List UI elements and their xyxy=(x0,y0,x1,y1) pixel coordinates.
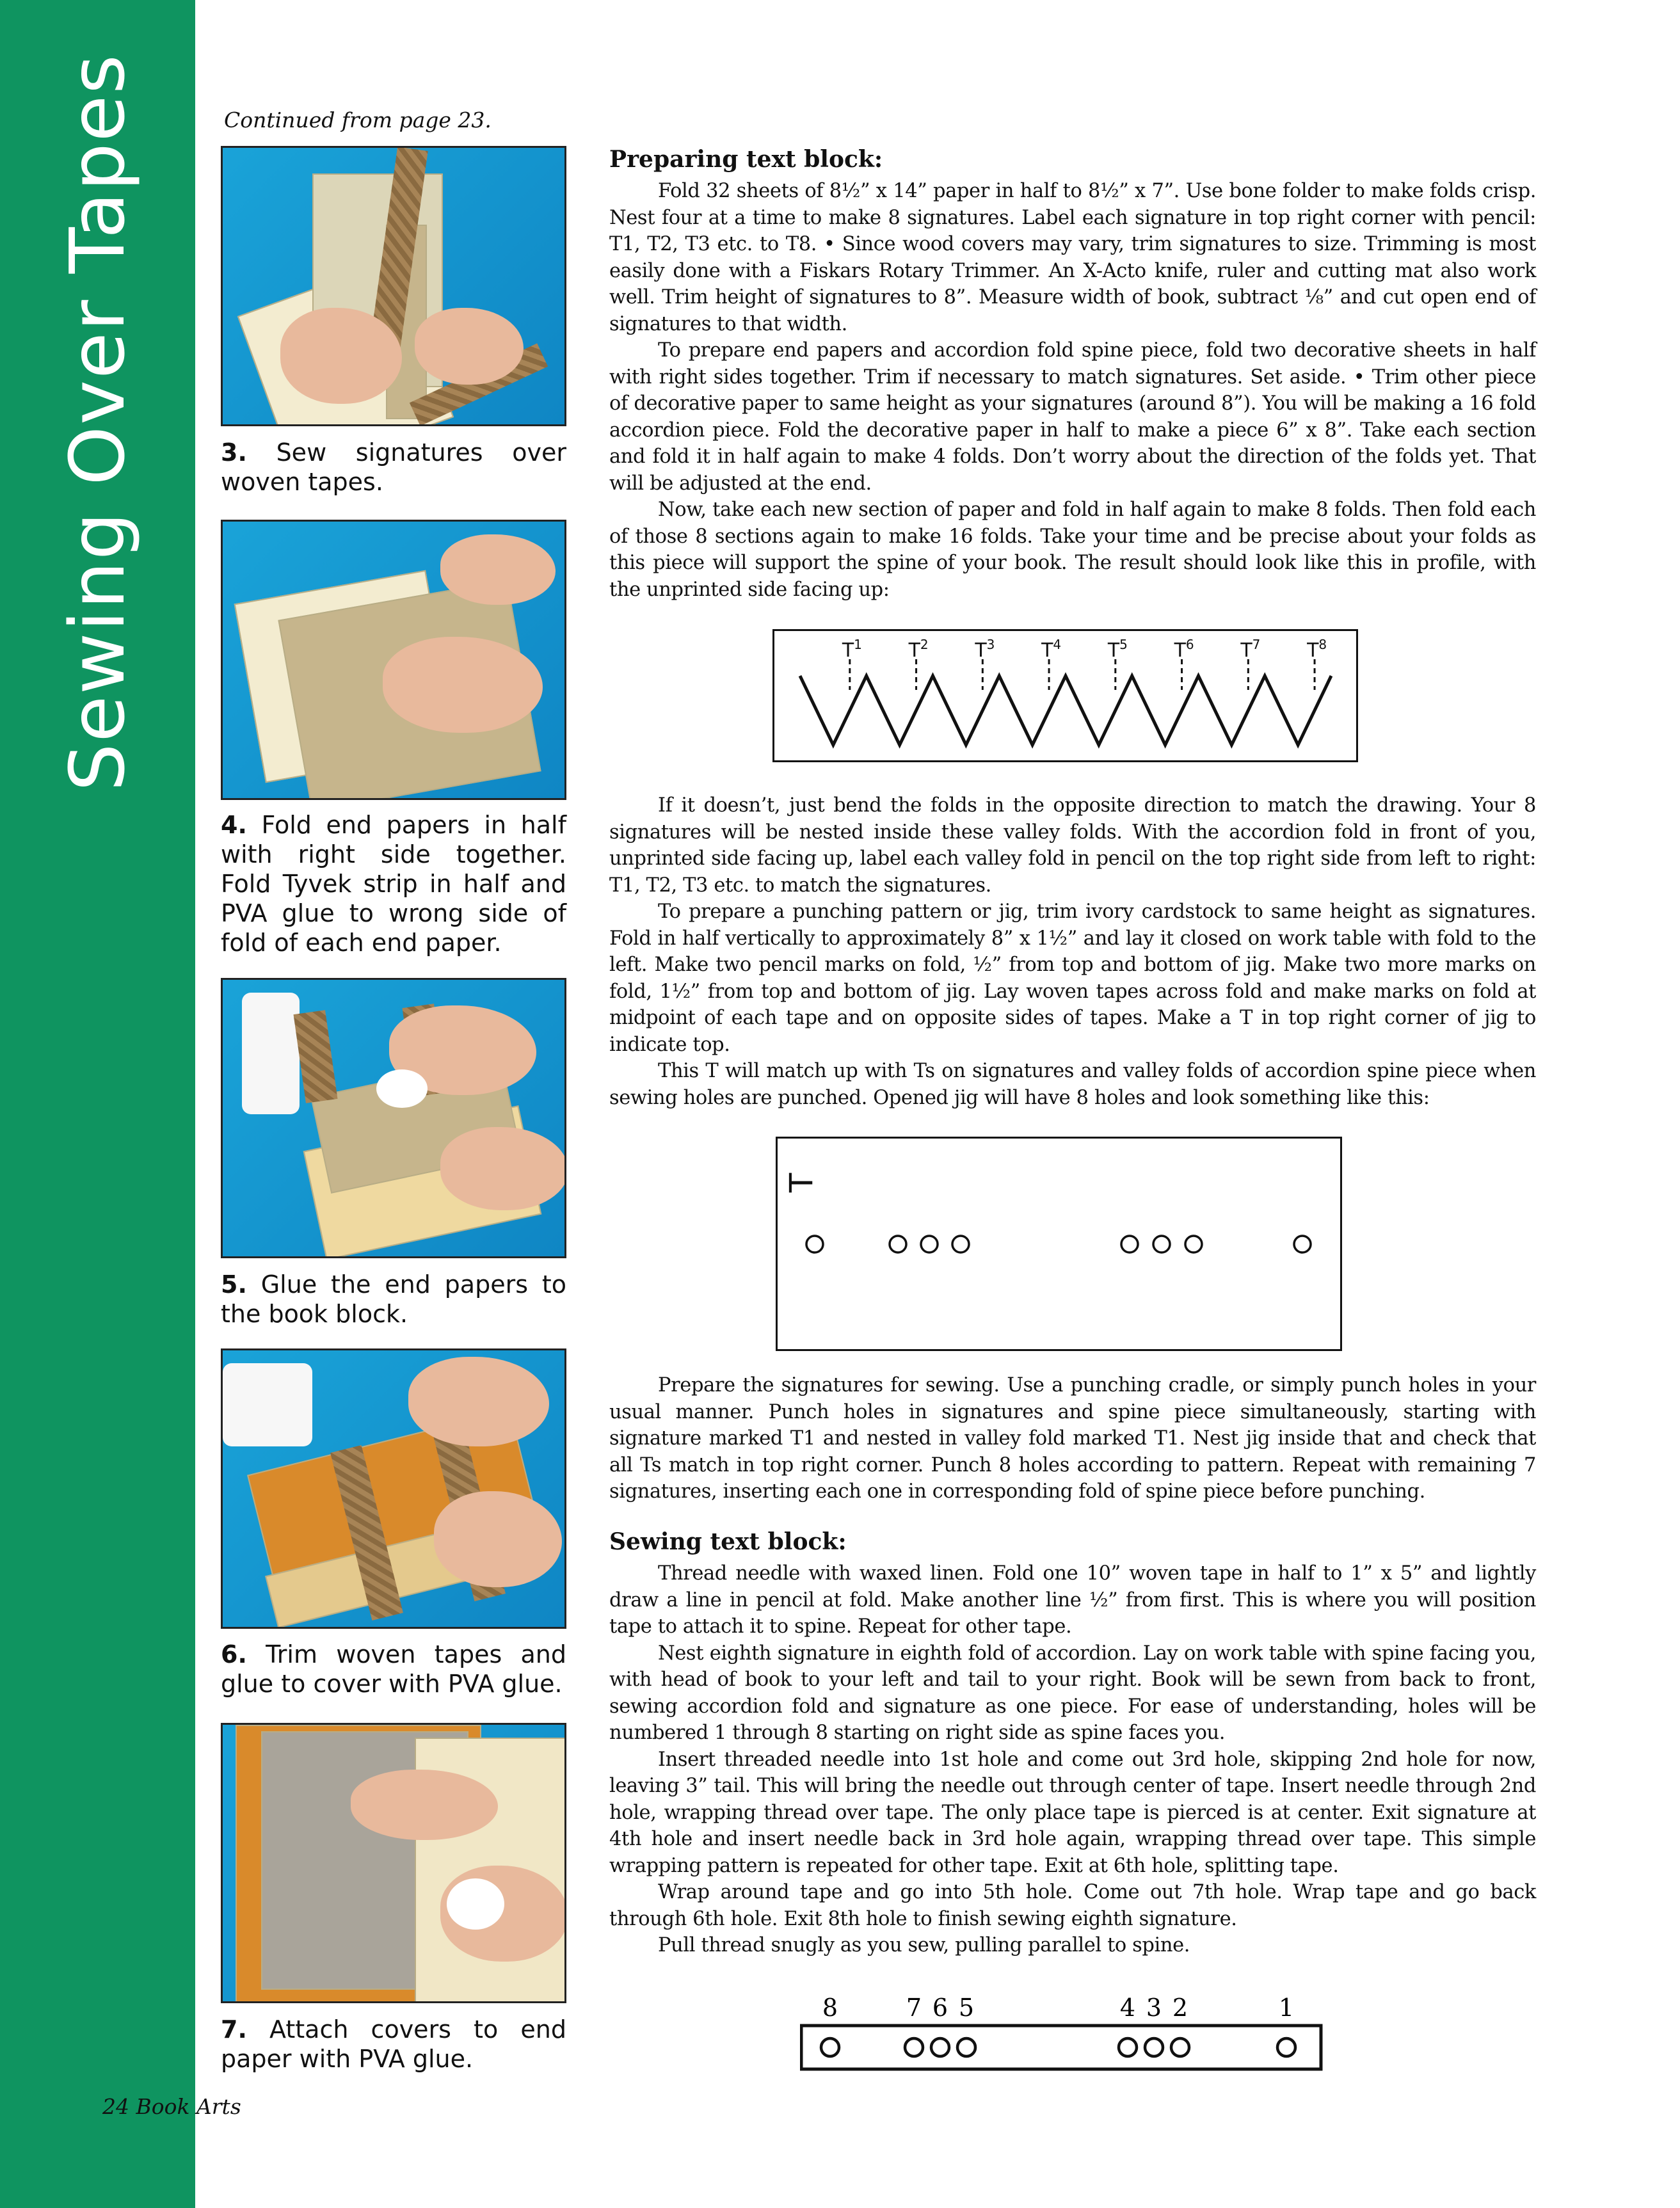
step-3-number: 3. xyxy=(221,438,247,467)
jig-t-mark: T xyxy=(783,1172,820,1193)
step-7-text: Attach covers to end paper with PVA glue. xyxy=(221,2015,566,2073)
paragraph: Nest eighth signature in eighth fold of accordion. Lay on work table with spine facing you, with head of book to your left and tail to your right. Book will be sewn from back to front, sewing accordion fold and signature as one piece. For ease of understanding, holes will be numbered 1 through 8 starting on right side as spine faces you. xyxy=(609,1642,1536,1744)
section-valley-folds-and-jig xyxy=(609,792,1536,1111)
step-4-number: 4. xyxy=(221,811,247,839)
sidebar-band xyxy=(0,0,195,2208)
heading-preparing-text-block: Preparing text block: xyxy=(609,146,883,173)
step-5-text: Glue the end papers to the book block. xyxy=(221,1270,566,1328)
paragraph: This T will match up with Ts on signatures and valley folds of accordion spine piece when sewing holes are punched. Opened jig will have 8 holes and look something like this: xyxy=(609,1060,1536,1109)
step-7-caption xyxy=(221,2015,566,2074)
heading-sewing-text-block: Sewing text block: xyxy=(609,1528,847,1555)
paragraph: Wrap around tape and go into 5th hole. Come out 7th hole. Wrap tape and go back through 6th hole. Exit 8th hole to finish sewing eighth signature. xyxy=(609,1881,1536,1930)
accordion-label: $T^7$ xyxy=(1240,637,1261,662)
step-5-photo xyxy=(221,978,566,1258)
sewing-hole xyxy=(1145,2038,1163,2056)
step-6-caption xyxy=(221,1640,566,1699)
paragraph: Pull thread snugly as you sew, pulling parallel to spine. xyxy=(658,1934,1190,1956)
jig-hole xyxy=(1294,1236,1311,1252)
hole-number: 7 xyxy=(906,1994,922,2022)
jig-hole xyxy=(921,1236,938,1252)
hole-number: 5 xyxy=(958,1994,975,2022)
accordion-label: $T^1$ xyxy=(842,637,862,662)
paragraph: Thread needle with waxed linen. Fold one 10” woven tape in half to 1” x 5” and lightly draw a line in pencil at fold. Make another line ½” from first. This is where you will position tape to attach it to spine. Repeat for other tape. xyxy=(609,1562,1536,1638)
page-folio: 24 Book Arts xyxy=(102,2094,241,2119)
spine-strip xyxy=(801,2026,1321,2069)
step-3-caption xyxy=(221,438,566,497)
accordion-fold-drawing xyxy=(774,631,1356,760)
step-3-photo xyxy=(221,146,566,426)
jig-hole xyxy=(890,1236,906,1252)
step-4-text: Fold end papers in half with right side together. Fold Tyvek strip in half and PVA glue to wrong side of fold of each end paper. xyxy=(221,811,566,957)
punching-jig-diagram xyxy=(776,1137,1342,1351)
sewing-hole xyxy=(957,2038,975,2056)
step-7-photo xyxy=(221,1723,566,2003)
jig-hole xyxy=(806,1236,823,1252)
sewing-hole xyxy=(1119,2038,1137,2056)
step-4-caption xyxy=(221,810,566,957)
sewing-holes-diagram xyxy=(800,1990,1331,2074)
accordion-label: $T^3$ xyxy=(975,637,995,662)
sewing-hole xyxy=(905,2038,923,2056)
hole-number: 8 xyxy=(822,1994,838,2022)
hole-number: 4 xyxy=(1119,1994,1136,2022)
continued-note: Continued from page 23. xyxy=(224,108,492,132)
jig-hole xyxy=(1153,1236,1170,1252)
sewing-hole xyxy=(1277,2038,1295,2056)
sewing-hole xyxy=(931,2038,949,2056)
accordion-label: $T^5$ xyxy=(1107,637,1128,662)
section-preparing-text-block xyxy=(609,146,1536,603)
accordion-label: $T^6$ xyxy=(1174,637,1194,662)
section-prepare-signatures xyxy=(609,1372,1536,1505)
accordion-label: $T^8$ xyxy=(1307,637,1327,662)
hole-number: 1 xyxy=(1278,1994,1295,2022)
accordion-label: $T^2$ xyxy=(908,637,929,662)
accordion-zigzag xyxy=(800,676,1331,745)
hole-number: 3 xyxy=(1146,1994,1162,2022)
jig-hole xyxy=(1185,1236,1202,1252)
step-7-number: 7. xyxy=(221,2015,247,2044)
paragraph: Fold 32 sheets of 8½” x 14” paper in half to 8½” x 7”. Use bone folder to make folds crisp. Nest four at a time to make 8 signatures. Label each signature in top right corner with pencil: T1, T2, T3 etc. to T8. • Since wood covers may vary, trim signatures to size. Trimming is most easily done with a Fiskars Rotary Trimmer. An X-Acto knife, ruler and cutting mat also work well. Trim height of signatures to 8”. Measure width of book, subtract ⅛” and cut open end of signatures to that width. xyxy=(609,180,1536,335)
step-5-caption xyxy=(221,1270,566,1329)
accordion-label: $T^4$ xyxy=(1041,637,1062,662)
paragraph: If it doesn’t, just bend the folds in the opposite direction to match the drawing. Your 8 signatures will be nested inside these valley folds. With the accordion fold in front of you, unprinted side facing up, label each valley fold in pencil on the top right side from left to right: T1, T2, T3 etc. to match the signatures. xyxy=(609,794,1536,897)
step-6-number: 6. xyxy=(221,1640,247,1668)
step-5-number: 5. xyxy=(221,1270,247,1299)
jig-hole xyxy=(952,1236,969,1252)
jig-hole xyxy=(1121,1236,1138,1252)
section-sewing-text-block xyxy=(609,1528,1536,1959)
sewing-hole xyxy=(821,2038,839,2056)
accordion-fold-diagram xyxy=(772,629,1358,762)
jig-drawing xyxy=(778,1139,1340,1349)
section-title-vertical: Sewing Over Tapes xyxy=(53,53,141,792)
paragraph: Now, take each new section of paper and fold in half again to make 8 folds. Then fold each of those 8 sections again to make 16 folds. Take your time and be precise about your folds as this piece will support the spine of your book. The result should look like this in profile, with the unprinted side facing up: xyxy=(609,499,1536,601)
paragraph: Prepare the signatures for sewing. Use a punching cradle, or simply punch holes in your usual manner. Punch holes in signatures and spine piece simultaneously, starting with signature marked T1 and nested in valley fold marked T1. Nest jig inside that and check that all Ts match in top right corner. Punch 8 holes according to pattern. Repeat with remaining 7 signatures, inserting each one in corresponding fold of spine piece before punching. xyxy=(609,1374,1536,1503)
step-4-photo xyxy=(221,520,566,800)
paragraph: To prepare end papers and accordion fold spine piece, fold two decorative sheets in half with right sides together. Trim if necessary to match signatures. Set aside. • Trim other piece of decorative paper to same height as your signatures (around 8”). You will be making a 16 fold accordion piece. Fold the decorative paper in half to make a piece 6” x 8”. Take each section and fold it in half again to make 4 folds. Don’t worry about the direction of the folds yet. That will be adjusted at the end. xyxy=(609,339,1536,495)
paragraph: To prepare a punching pattern or jig, trim ivory cardstock to same height as signatures. Fold in half vertically to approximately 8” x 1½” and lay it closed on work table with fold to the left. Make two pencil marks on fold, ½” from top and bottom of jig. Make two more marks on fold, 1½” from top and bottom of jig. Lay woven tapes across fold and make marks on fold at midpoint of each tape and on opposite sides of tapes. Make a T in top right corner of jig to indicate top. xyxy=(609,900,1536,1056)
hole-number: 6 xyxy=(932,1994,948,2022)
paragraph: Insert threaded needle into 1st hole and come out 3rd hole, skipping 2nd hole for now, leaving 3” tail. This will bring the needle out through center of tape. Insert needle through 2nd hole, wrapping thread over tape. The only place tape is pierced is at center. Exit signature at 4th hole and insert needle back in 3rd hole again, wrapping thread over tape. This simple wrapping pattern is repeated for other tape. Exit at 6th hole, splitting tape. xyxy=(609,1748,1536,1877)
sewing-hole xyxy=(1171,2038,1189,2056)
step-3-text: Sew signatures over woven tapes. xyxy=(221,438,566,496)
step-6-text: Trim woven tapes and glue to cover with PVA glue. xyxy=(221,1640,566,1698)
sewing-holes-drawing xyxy=(800,1990,1331,2074)
step-6-photo xyxy=(221,1348,566,1629)
hole-number: 2 xyxy=(1172,1994,1188,2022)
